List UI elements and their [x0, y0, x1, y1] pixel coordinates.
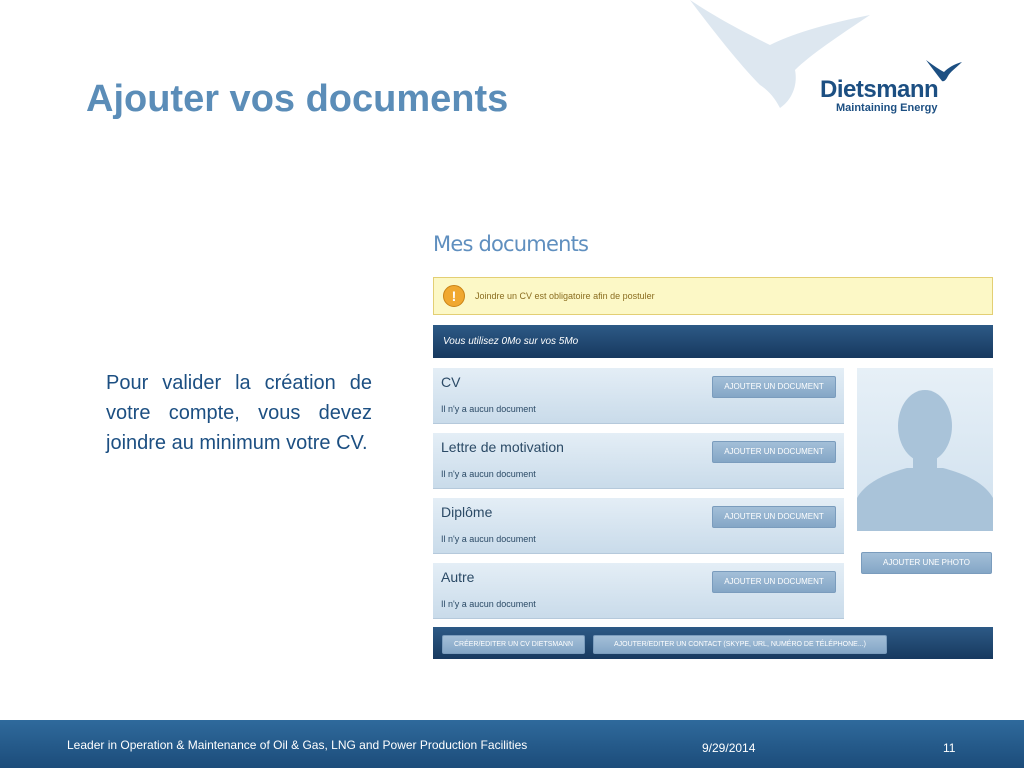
document-card-other — [433, 563, 844, 619]
add-edit-contact-button[interactable]: AJOUTER/EDITER UN CONTACT (SKYPE, URL, NUMÉRO DE TÉLÉPHONE...) — [593, 635, 887, 654]
action-bar — [433, 627, 993, 659]
add-other-document-button[interactable]: AJOUTER UN DOCUMENT — [712, 571, 836, 593]
footer-tagline: Leader in Operation & Maintenance of Oil & Gas, LNG and Power Production Facilities — [67, 738, 528, 752]
document-card-cover-letter — [433, 433, 844, 489]
dietsmann-logo — [818, 56, 968, 116]
logo-name: Dietsmann — [820, 76, 939, 103]
warning-icon: ! — [443, 285, 465, 307]
document-title: Diplôme — [441, 504, 493, 520]
add-cv-document-button[interactable]: AJOUTER UN DOCUMENT — [712, 376, 836, 398]
footer-date: 9/29/2014 — [702, 741, 756, 755]
document-title: CV — [441, 374, 461, 390]
document-title: Autre — [441, 569, 475, 585]
add-photo-button[interactable]: AJOUTER UNE PHOTO — [861, 552, 992, 574]
create-edit-cv-button[interactable]: CRÉER/EDITER UN CV DIETSMANN — [442, 635, 585, 654]
document-title: Lettre de motivation — [441, 439, 564, 455]
storage-usage-text: Vous utilisez 0Mo sur vos 5Mo — [443, 336, 579, 347]
cv-required-alert — [433, 277, 993, 315]
add-cover-letter-document-button[interactable]: AJOUTER UN DOCUMENT — [712, 441, 836, 463]
document-status: Il n'y a aucun document — [441, 599, 536, 609]
instruction-text: Pour valider la création de votre compte, vous devez joindre au minimum votre CV. — [106, 372, 372, 454]
slide-footer — [0, 720, 1024, 768]
documents-heading: Mes documents — [433, 232, 589, 256]
add-diploma-document-button[interactable]: AJOUTER UN DOCUMENT — [712, 506, 836, 528]
alert-text: Joindre un CV est obligatoire afin de postuler — [475, 291, 655, 301]
document-card-diploma — [433, 498, 844, 554]
logo-tagline: Maintaining Energy — [836, 102, 938, 114]
slide-title: Ajouter vos documents — [86, 78, 509, 120]
avatar-silhouette-icon — [857, 368, 993, 531]
page-number: 11 — [943, 741, 956, 755]
storage-usage-bar — [433, 325, 993, 358]
document-card-cv — [433, 368, 844, 424]
document-status: Il n'y a aucun document — [441, 534, 536, 544]
profile-photo-placeholder — [857, 368, 993, 531]
document-status: Il n'y a aucun document — [441, 469, 536, 479]
document-status: Il n'y a aucun document — [441, 404, 536, 414]
